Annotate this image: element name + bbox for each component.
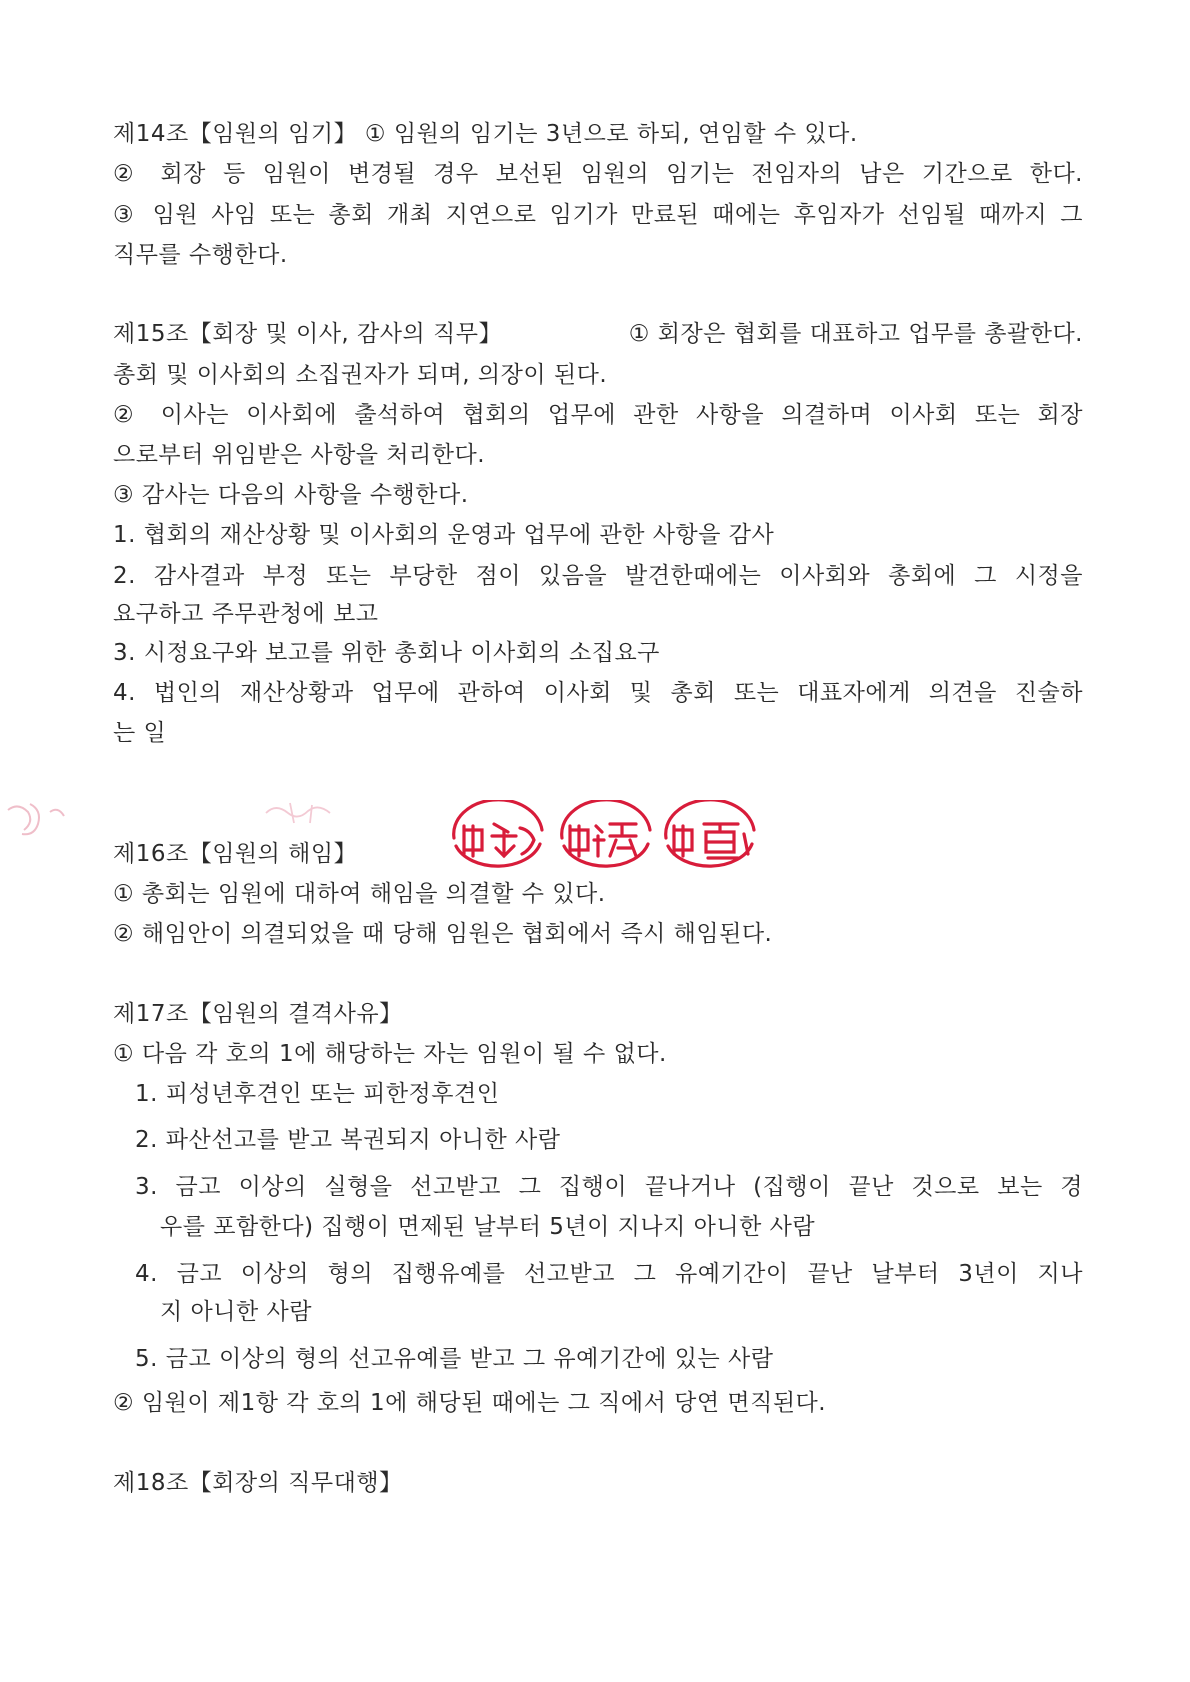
article-18-title: 제18조【회장의 직무대행】 xyxy=(113,1470,403,1496)
article-15-title: 제15조【회장 및 이사, 감사의 직무】 xyxy=(113,321,502,347)
article-15-para-2-line-1: ② 이사는 이사회에 출석하여 협회의 업무에 관한 사항을 의결하며 이사회 또는 회장 xyxy=(113,402,1083,428)
article-17-item-4-line-2: 지 아니한 사람 xyxy=(160,1299,312,1325)
article-17-item-1: 1. 피성년후견인 또는 피한정후견인 xyxy=(135,1081,500,1107)
article-15-item-2-line-1: 2. 감사결과 부정 또는 부당한 점이 있음을 발견한때에는 이사회와 총회에 그 시정을 xyxy=(113,563,1083,589)
article-14-para-3-line-1: ③ 임원 사임 또는 총회 개최 지연으로 임기가 만료된 때에는 후임자가 선임될 때까지 그 xyxy=(113,202,1083,228)
article-15-para-2-line-2: 으로부터 위임받은 사항을 처리한다. xyxy=(113,442,486,468)
article-17-title: 제17조【임원의 결격사유】 xyxy=(113,1001,403,1027)
article-15-item-4-line-2: 는 일 xyxy=(113,720,167,746)
article-14-line-1 xyxy=(113,118,1083,150)
article-15-para-1-line-1: ① 회장은 협회를 대표하고 업무를 총괄한다. xyxy=(628,321,1083,347)
article-15-item-3: 3. 시정요구와 보고를 위한 총회나 이사회의 소집요구 xyxy=(113,640,660,666)
article-14-para-3-line-2: 직무를 수행한다. xyxy=(113,242,288,268)
faint-stamp-bleed-icon xyxy=(260,795,350,835)
article-17-item-3-line-1: 3. 금고 이상의 실형을 선고받고 그 집행이 끝나거나 (집행이 끝난 것으로 보는 경 xyxy=(135,1174,1083,1200)
article-15-item-2-line-2: 요구하고 주무관청에 보고 xyxy=(113,601,379,627)
article-17-item-5: 5. 금고 이상의 형의 선고유예를 받고 그 유예기간에 있는 사람 xyxy=(135,1346,774,1372)
article-17-item-4-line-1: 4. 금고 이상의 형의 집행유예를 선고받고 그 유예기간이 끝난 날부터 3년이 지나 xyxy=(135,1261,1083,1287)
article-17-item-2: 2. 파산선고를 받고 복권되지 아니한 사람 xyxy=(135,1127,561,1153)
article-15-line-1 xyxy=(113,318,1083,350)
article-16-para-2: ② 해임안이 의결되었을 때 당해 임원은 협회에서 즉시 해임된다. xyxy=(113,921,773,947)
article-16-title: 제16조【임원의 해임】 xyxy=(113,841,358,867)
article-15-para-3: ③ 감사는 다음의 사항을 수행한다. xyxy=(113,482,469,508)
article-15-item-4-line-1: 4. 법인의 재산상황과 업무에 관하여 이사회 및 총회 또는 대표자에게 의견을 진술하 xyxy=(113,680,1083,706)
faint-stamp-bleed-icon xyxy=(0,790,80,850)
article-17-para-1: ① 다음 각 호의 1에 해당하는 자는 임원이 될 수 없다. xyxy=(113,1041,667,1067)
article-14-title: 제14조【임원의 임기】 xyxy=(113,121,358,147)
article-15-para-1-line-2: 총회 및 이사회의 소집권자가 되며, 의장이 된다. xyxy=(113,362,608,388)
article-15-item-1: 1. 협회의 재산상황 및 이사회의 운영과 업무에 관한 사항을 감사 xyxy=(113,522,775,548)
article-17-para-2: ② 임원이 제1항 각 호의 1에 해당된 때에는 그 직에서 당연 면직된다. xyxy=(113,1390,827,1416)
article-16-para-1: ① 총회는 임원에 대하여 해임을 의결할 수 있다. xyxy=(113,881,606,907)
article-14-para-1: ① 임원의 임기는 3년으로 하되, 연임할 수 있다. xyxy=(364,121,858,147)
article-17-item-3-line-2: 우를 포함한다) 집행이 면제된 날부터 5년이 지나지 아니한 사람 xyxy=(160,1214,816,1240)
article-14-para-2: ② 회장 등 임원이 변경될 경우 보선된 임원의 임기는 전임자의 남은 기간으로 한다. xyxy=(113,161,1083,187)
